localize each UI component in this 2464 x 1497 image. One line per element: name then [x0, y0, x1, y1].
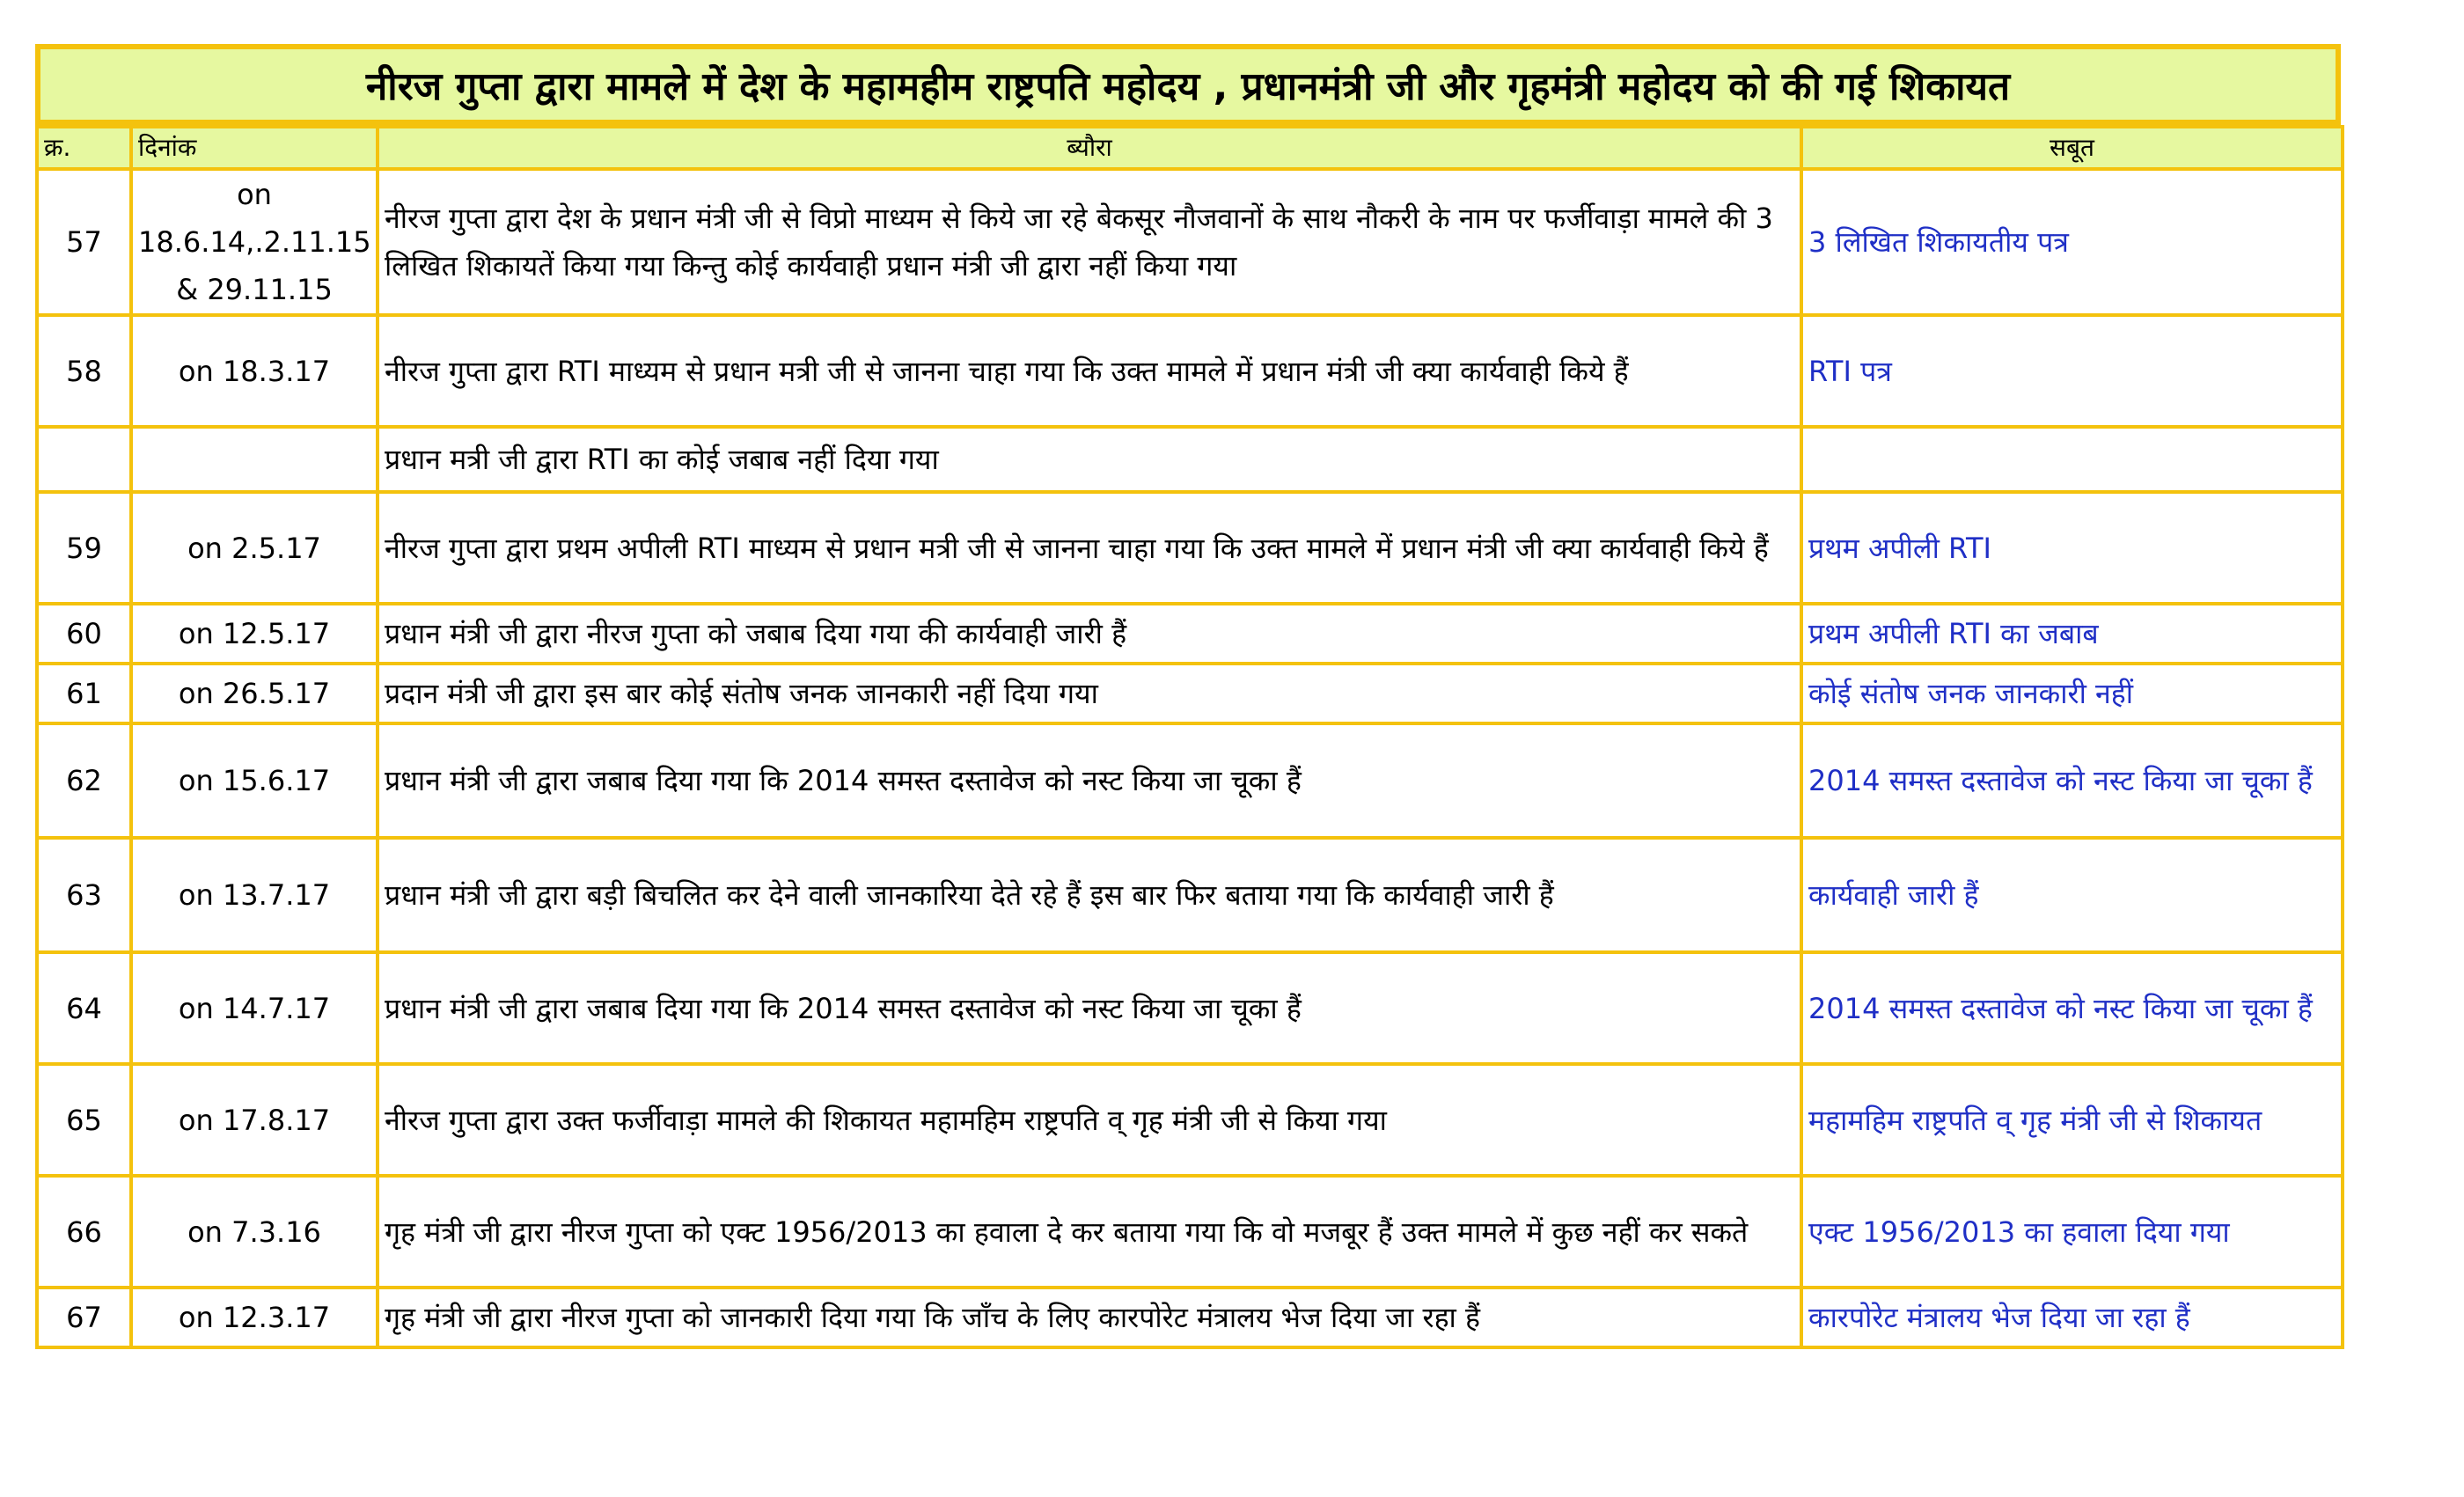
row-proof: प्रथम अपीली RTI — [1801, 492, 2343, 604]
header-serial: क्र. — [37, 127, 131, 169]
row-serial: 64 — [37, 952, 131, 1064]
row-details: नीरज गुप्ता द्वारा उक्त फर्जीवाड़ा मामले की शिकायत महामहिम राष्ट्रपति व् गृह मंत्री जी से किया गया — [378, 1064, 1801, 1176]
table-row — [37, 492, 2343, 604]
row-serial: 67 — [37, 1288, 131, 1347]
row-proof: कारपोरेट मंत्रालय भेज दिया जा रहा हैं — [1801, 1288, 2343, 1347]
table-row — [37, 838, 2343, 952]
row-details: प्रधान मंत्री जी द्वारा जबाब दिया गया कि 2014 समस्त दस्तावेज को नस्ट किया जा चूका हैं — [378, 952, 1801, 1064]
table-row — [37, 604, 2343, 664]
row-date: on 13.7.17 — [131, 838, 378, 952]
row-date: on 7.3.16 — [131, 1176, 378, 1288]
row-serial: 57 — [37, 169, 131, 315]
row-serial: 62 — [37, 723, 131, 838]
row-details: नीरज गुप्ता द्वारा देश के प्रधान मंत्री जी से विप्रो माध्यम से किये जा रहे बेकसूर नौजवानों के साथ नौकरी के नाम पर फर्जीवाड़ा मामले की 3 लिखित शिकायतें किया गया किन्तु कोई कार्यवाही प्रधान मंत्री जी द्वारा नहीं किया गया — [378, 169, 1801, 315]
row-date: on 14.7.17 — [131, 952, 378, 1064]
table-row — [37, 169, 2343, 315]
row-serial: 58 — [37, 315, 131, 427]
row-proof: RTI पत्र — [1801, 315, 2343, 427]
header-details: ब्यौरा — [378, 127, 1801, 169]
row-details: प्रधान मंत्री जी द्वारा जबाब दिया गया कि 2014 समस्त दस्तावेज को नस्ट किया जा चूका हैं — [378, 723, 1801, 838]
row-proof — [1801, 427, 2343, 492]
table-row — [37, 427, 2343, 492]
row-proof: प्रथम अपीली RTI का जबाब — [1801, 604, 2343, 664]
row-serial: 65 — [37, 1064, 131, 1176]
table-row — [37, 952, 2343, 1064]
row-details: गृह मंत्री जी द्वारा नीरज गुप्ता को जानकारी दिया गया कि जाँच के लिए कारपोरेट मंत्रालय भेज दिया जा रहा हैं — [378, 1288, 1801, 1347]
row-details: नीरज गुप्ता द्वारा RTI माध्यम से प्रधान मत्री जी से जानना चाहा गया कि उक्त मामले में प्रधान मंत्री जी क्या कार्यवाही किये हैं — [378, 315, 1801, 427]
row-serial: 66 — [37, 1176, 131, 1288]
row-details: प्रधान मंत्री जी द्वारा नीरज गुप्ता को जबाब दिया गया की कार्यवाही जारी हैं — [378, 604, 1801, 664]
row-date: on 18.6.14,.2.11.15 & 29.11.15 — [131, 169, 378, 315]
row-serial — [37, 427, 131, 492]
header-date: दिनांक — [131, 127, 378, 169]
header-proof: सबूत — [1801, 127, 2343, 169]
row-date: on 17.8.17 — [131, 1064, 378, 1176]
row-serial: 61 — [37, 664, 131, 723]
row-date: on 26.5.17 — [131, 664, 378, 723]
row-serial: 60 — [37, 604, 131, 664]
header-row — [37, 127, 2343, 169]
row-proof: महामहिम राष्ट्रपति व् गृह मंत्री जी से शिकायत — [1801, 1064, 2343, 1176]
row-proof: कार्यवाही जारी हैं — [1801, 838, 2343, 952]
row-date — [131, 427, 378, 492]
row-details: प्रधान मत्री जी द्वारा RTI का कोई जबाब नहीं दिया गया — [378, 427, 1801, 492]
row-details: नीरज गुप्ता द्वारा प्रथम अपीली RTI माध्यम से प्रधान मत्री जी से जानना चाहा गया कि उक्त मामले में प्रधान मंत्री जी क्या कार्यवाही किये हैं — [378, 492, 1801, 604]
row-details: गृह मंत्री जी द्वारा नीरज गुप्ता को एक्ट 1956/2013 का हवाला दे कर बताया गया कि वो मजबूर हैं उक्त मामले में कुछ नहीं कर सकते — [378, 1176, 1801, 1288]
table-row — [37, 664, 2343, 723]
row-date: on 12.3.17 — [131, 1288, 378, 1347]
table-row — [37, 1288, 2343, 1347]
row-proof: कोई संतोष जनक जानकारी नहीं — [1801, 664, 2343, 723]
row-proof: एक्ट 1956/2013 का हवाला दिया गया — [1801, 1176, 2343, 1288]
row-serial: 59 — [37, 492, 131, 604]
table-row — [37, 1064, 2343, 1176]
row-details: प्रधान मंत्री जी द्वारा बड़ी बिचलित कर देने वाली जानकारिया देते रहे हैं इस बार फिर बताया गया कि कार्यवाही जारी हैं — [378, 838, 1801, 952]
row-proof: 2014 समस्त दस्तावेज को नस्ट किया जा चूका हैं — [1801, 723, 2343, 838]
row-proof: 3 लिखित शिकायतीय पत्र — [1801, 169, 2343, 315]
row-date: on 15.6.17 — [131, 723, 378, 838]
row-date: on 2.5.17 — [131, 492, 378, 604]
page-title: नीरज गुप्ता द्वारा मामले में देश के महामहीम राष्ट्रपति महोदय , प्रधानमंत्री जी और गृहमंत्री महोदय को की गई शिकायत — [35, 44, 2341, 125]
document-sheet — [35, 44, 2341, 1349]
row-proof: 2014 समस्त दस्तावेज को नस्ट किया जा चूका हैं — [1801, 952, 2343, 1064]
row-date: on 12.5.17 — [131, 604, 378, 664]
table-row — [37, 1176, 2343, 1288]
row-serial: 63 — [37, 838, 131, 952]
row-date: on 18.3.17 — [131, 315, 378, 427]
row-details: प्रदान मंत्री जी द्वारा इस बार कोई संतोष जनक जानकारी नहीं दिया गया — [378, 664, 1801, 723]
complaint-table — [35, 125, 2344, 1349]
table-row — [37, 315, 2343, 427]
table-row — [37, 723, 2343, 838]
